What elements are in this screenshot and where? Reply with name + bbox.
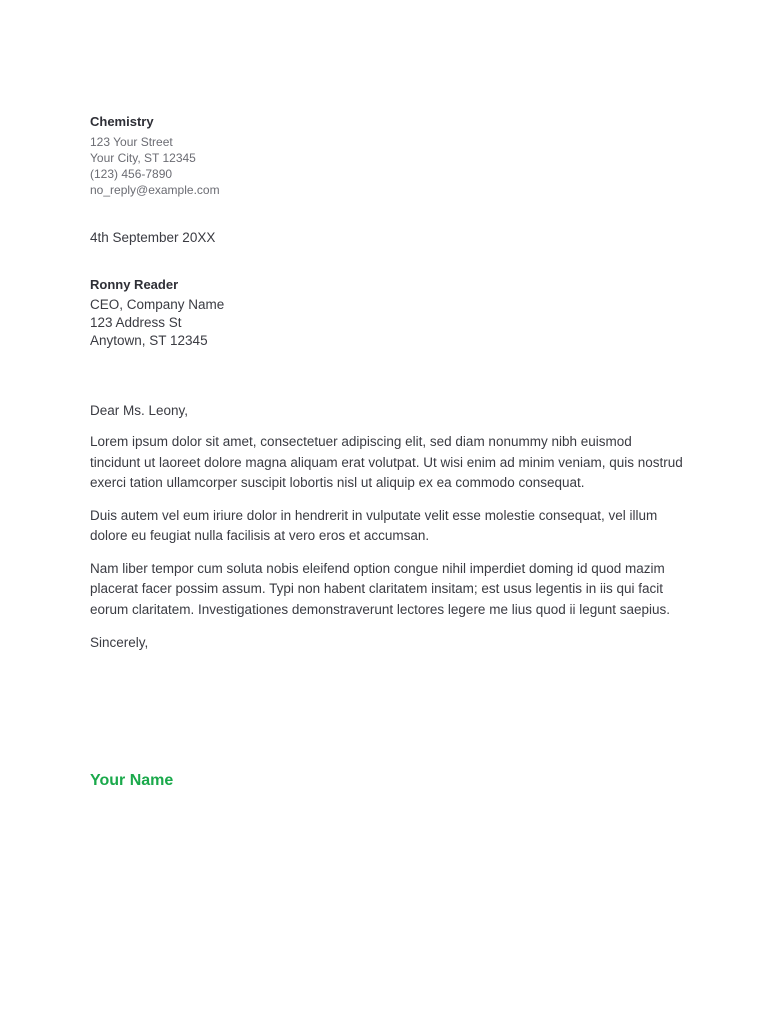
sender-phone: (123) 456-7890: [90, 167, 173, 181]
recipient-block: [90, 276, 690, 350]
recipient-city: Anytown, ST 12345: [90, 333, 208, 348]
salutation: Dear Ms. Leony,: [90, 403, 189, 418]
closing: Sincerely,: [90, 635, 149, 650]
sender-street: 123 Your Street: [90, 135, 173, 149]
sender-name: Chemistry: [90, 114, 154, 129]
recipient-name: Ronny Reader: [90, 277, 179, 292]
body-paragraph: Nam liber tempor cum soluta nobis eleifend option congue nihil imperdiet doming id quod mazim placerat facer possim assum. Typi non habent claritatem insitam; est usus legentis in iis qui facit eorum claritatem. Investigationes demonstraverunt lectores legere me lius quod ii legunt saepius.: [90, 560, 671, 617]
recipient-title: CEO, Company Name: [90, 297, 225, 312]
body-paragraph: Lorem ipsum dolor sit amet, consectetuer adipiscing elit, sed diam nonummy nibh euismod tincidunt ut laoreet dolore magna aliquam erat volutpat. Ut wisi enim ad minim veniam, quis nostrud exerci tation ullamcorper suscipit lobortis nisl ut aliquip ex ea commodo consequat.: [90, 434, 683, 490]
letter-page: [90, 113, 690, 792]
sender-email: no_reply@example.com: [90, 183, 220, 197]
sender-city: Your City, ST 12345: [90, 151, 196, 165]
recipient-street: 123 Address St: [90, 315, 182, 330]
sender-block: [90, 113, 690, 198]
letter-date: 4th September 20XX: [90, 230, 216, 245]
body-paragraph: Duis autem vel eum iriure dolor in hendrerit in vulputate velit esse molestie consequat, vel illum dolore eu feugiat nulla facilisis at vero eros et accumsan.: [90, 507, 658, 543]
signature-name: Your Name: [90, 772, 174, 789]
